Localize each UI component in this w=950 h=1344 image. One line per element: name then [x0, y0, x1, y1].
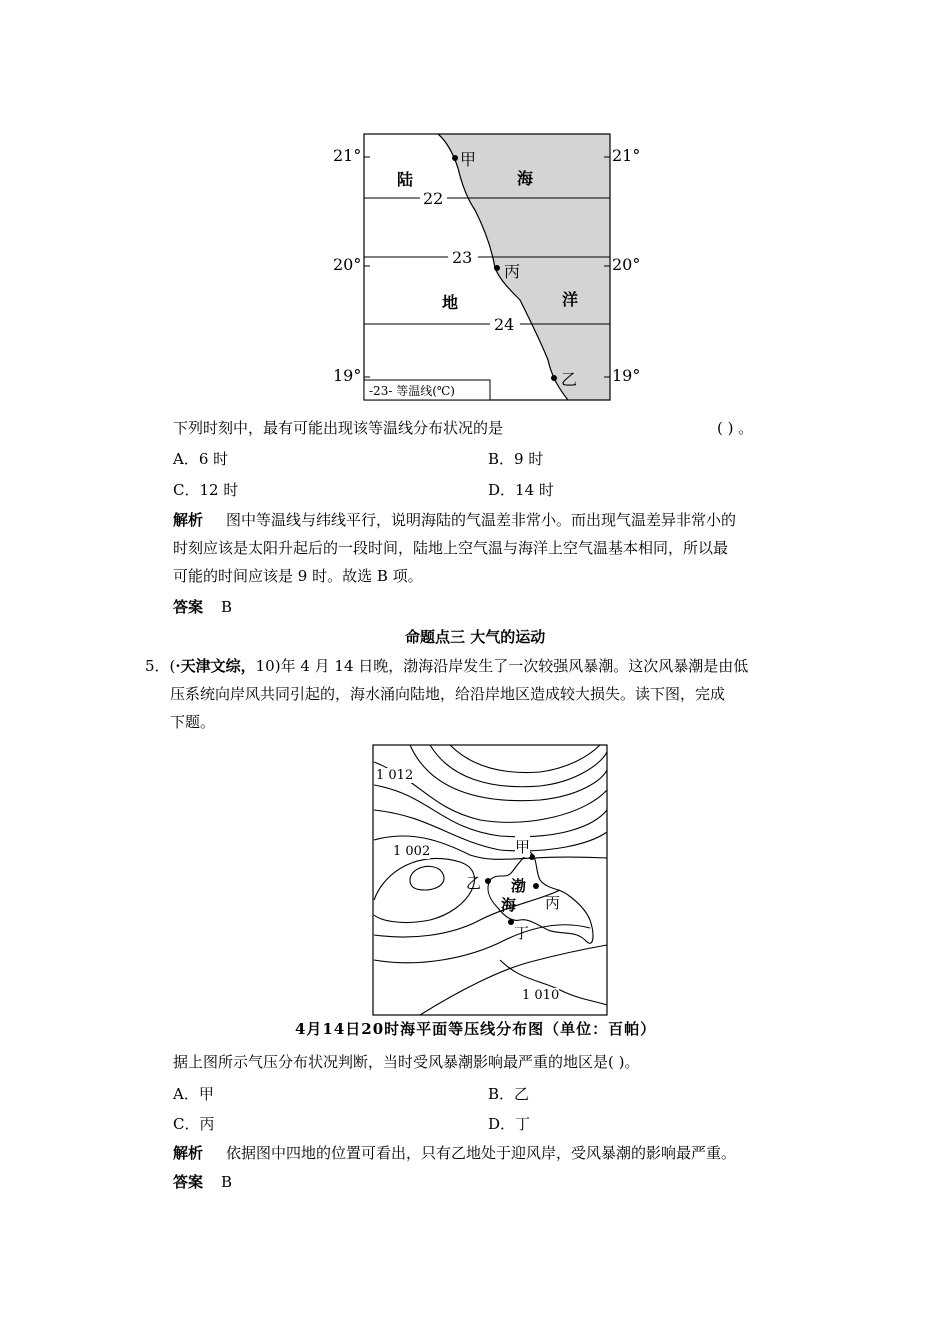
lat-label-right-21: 21° [612, 146, 641, 165]
q4-analysis-line-2: 时刻应该是太阳升起后的一段时间，陆地上空气温与海洋上空气温基本相同，所以最 [173, 539, 729, 557]
isotherm-map-svg [0, 0, 950, 410]
q4-option-d: D．14 时 [488, 481, 554, 499]
isobar-label-1002: 1 002 [393, 844, 431, 859]
point-label-bing: 丙 [504, 262, 521, 281]
point-bing [494, 265, 500, 271]
q4-answer-label: 答案 [173, 598, 204, 616]
q5-option-a: A．甲 [173, 1085, 214, 1103]
lat-label-left-19: 19° [333, 366, 362, 385]
q4-option-c: C．12 时 [173, 481, 239, 499]
isobar-5 [374, 785, 607, 837]
q5-number: 5．( [145, 657, 176, 675]
q5-source: ·天津文综， [175, 657, 256, 675]
point-label-yi: 乙 [561, 370, 578, 389]
map2-label-ding: 丁 [514, 924, 530, 942]
q5-stem-line-1 [145, 656, 748, 676]
q4-option-a: A．6 时 [173, 450, 229, 468]
q4-answer: B [221, 598, 233, 616]
section-title: 命题点三 大气的运动 [405, 628, 546, 646]
q5-answer: B [221, 1173, 233, 1191]
lat-label-left-21: 21° [333, 146, 362, 165]
q5-option-d: D．丁 [488, 1115, 531, 1133]
isobar-label-1012: 1 012 [376, 768, 414, 783]
isotherm-label-23: 23 [452, 248, 473, 267]
map2-label-bing: 丙 [545, 894, 561, 912]
q5-option-b: B．乙 [488, 1085, 530, 1103]
isobar-1010 [420, 945, 607, 1015]
q4-analysis-line-1: 图中等温线与纬线平行，说明海陆的气温差非常小。而出现气温差异非常小的 [226, 511, 737, 529]
isobar-label-1010: 1 010 [522, 988, 560, 1003]
point-yi-2 [485, 878, 491, 884]
q4-analysis-line-3: 可能的时间应该是 9 时。故选 B 项。 [173, 567, 423, 585]
isobar-map-caption: 4月14日20时海平面等压线分布图（单位：百帕） [295, 1020, 657, 1038]
map2-label-hai: 海 [501, 896, 517, 914]
q5-stem-line-3: 下题。 [170, 713, 216, 731]
isobar-map [0, 740, 950, 1020]
point-label-jia: 甲 [460, 150, 477, 169]
q5-question: 据上图所示气压分布状况判断，当时受风暴潮影响最严重的地区是( )。 [173, 1053, 640, 1071]
q5-analysis-label: 解析 [173, 1144, 204, 1162]
q4-analysis-label: 解析 [173, 511, 204, 529]
lat-label-left-20: 20° [333, 255, 362, 274]
legend-text: -23- 等温线(℃) [369, 384, 455, 398]
q5-stem-text-1: 10)年 4 月 14 日晚，渤海沿岸发生了一次较强风暴潮。这次风暴潮是由低 [255, 657, 749, 675]
map2-label-bo: 渤 [511, 877, 527, 895]
q5-option-c: C．丙 [173, 1115, 215, 1133]
isotherm-label-22: 22 [423, 189, 444, 208]
isobar-3 [410, 745, 607, 801]
q4-option-b: B．9 时 [488, 450, 544, 468]
point-yi [551, 375, 557, 381]
isobar-1 [450, 745, 600, 773]
lat-label-right-19: 19° [612, 366, 641, 385]
q4-answer-paren: ( ) 。 [717, 419, 754, 437]
q5-analysis: 依据图中四地的位置可看出，只有乙地处于迎风岸，受风暴潮的影响最严重。 [226, 1144, 737, 1162]
sea-label-top: 海 [517, 169, 534, 188]
map2-label-jia: 甲 [515, 838, 531, 856]
isotherm-label-24: 24 [494, 315, 515, 334]
isobar-10 [374, 925, 590, 963]
land-label-top: 陆 [397, 170, 414, 189]
q5-answer-label: 答案 [173, 1173, 204, 1191]
map2-label-yi: 乙 [466, 874, 482, 892]
point-bing-2 [533, 883, 539, 889]
q4-stem: 下列时刻中，最有可能出现该等温线分布状况的是 [173, 419, 504, 437]
point-jia [452, 155, 458, 161]
isotherm-map [0, 0, 950, 410]
land-label-bottom: 地 [442, 293, 459, 312]
isobar-low-center [410, 866, 444, 890]
sea-label-bottom: 洋 [562, 290, 579, 309]
q5-stem-line-2: 压系统向岸风共同引起的，海水涌向陆地，给沿岸地区造成较大损失。读下图，完成 [170, 685, 726, 703]
lat-label-right-20: 20° [612, 255, 641, 274]
